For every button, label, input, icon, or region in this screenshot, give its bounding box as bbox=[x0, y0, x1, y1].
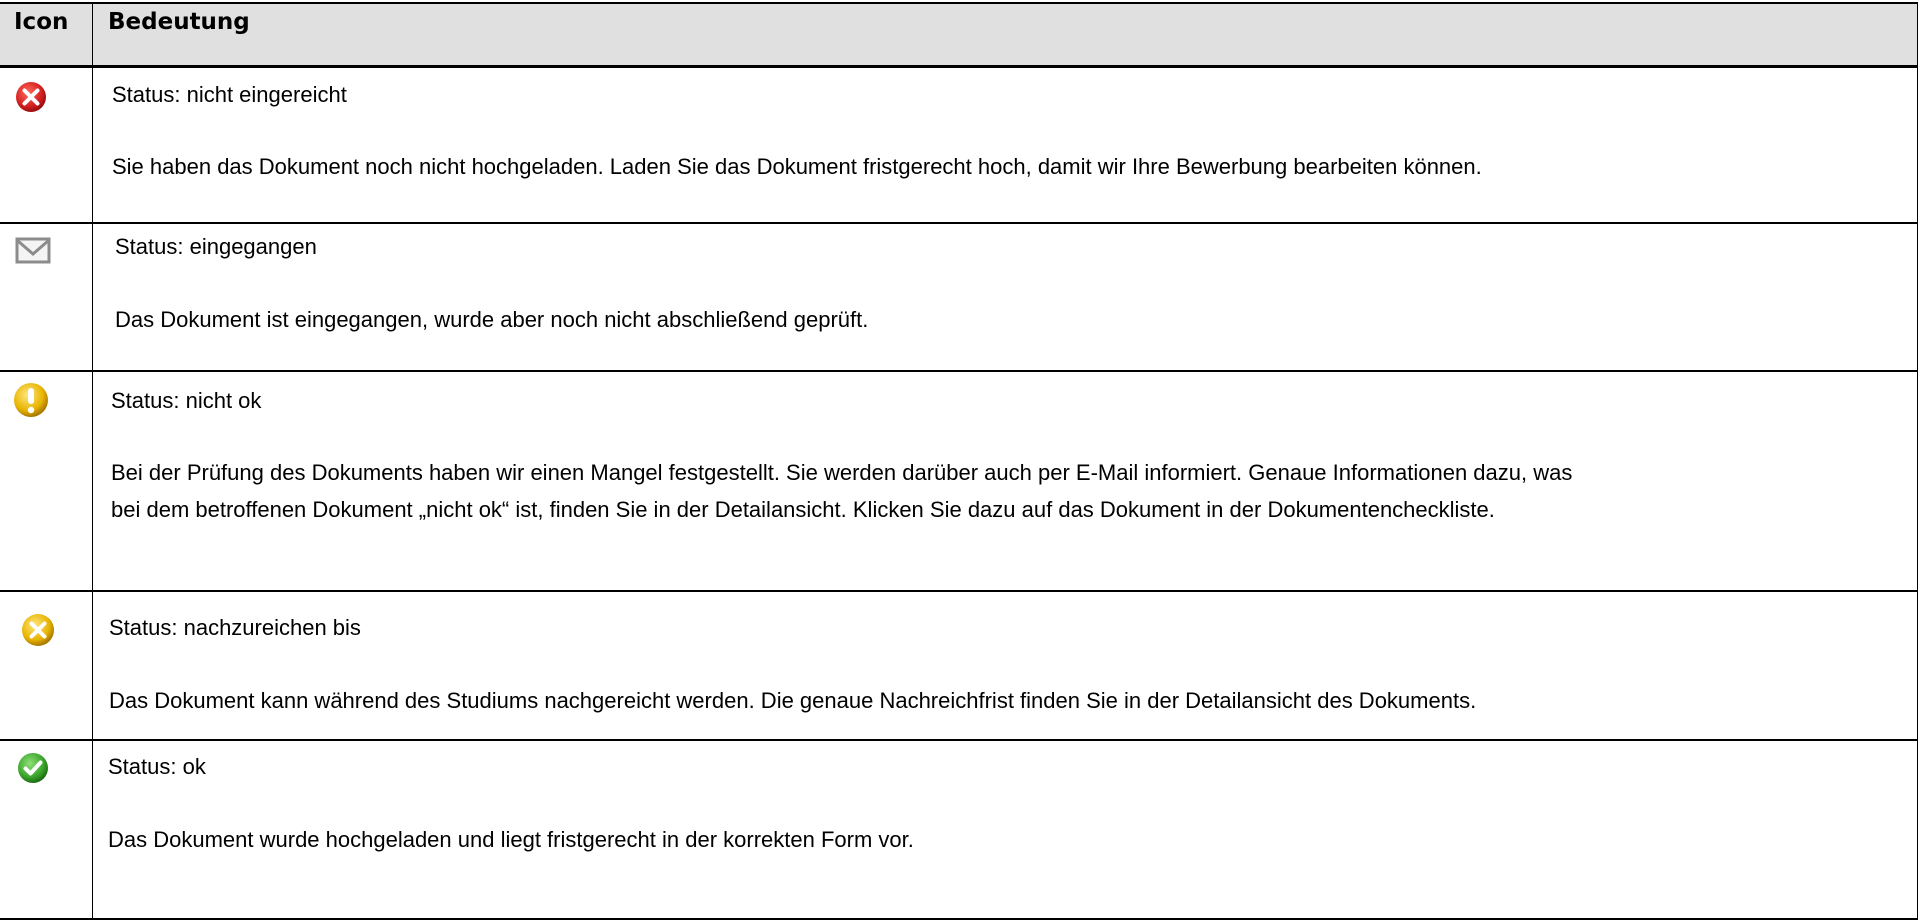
table-border-bottom bbox=[0, 918, 1918, 920]
row-divider bbox=[0, 590, 1918, 592]
header-meaning-column: Bedeutung bbox=[108, 9, 250, 35]
column-divider bbox=[92, 2, 93, 920]
status-nachzureichen-bis: Status: nachzureichen bis bbox=[109, 615, 361, 640]
status-nicht-ok: Status: nicht ok bbox=[111, 388, 262, 413]
row-divider bbox=[0, 222, 1918, 224]
red-x-icon bbox=[14, 80, 48, 114]
status-ok: Status: ok bbox=[108, 754, 206, 779]
header-divider bbox=[0, 65, 1918, 68]
description-text: Sie haben das Dokument noch nicht hochgeladen. Laden Sie das Dokument fristgerecht hoch, damit wir Ihre Bewerbung bearbeiten können. bbox=[112, 154, 1482, 179]
green-check-icon bbox=[16, 751, 50, 785]
envelope-icon bbox=[15, 236, 51, 266]
description-text: Das Dokument ist eingegangen, wurde aber noch nicht abschließend geprüft. bbox=[115, 307, 869, 332]
description-text: bei dem betroffenen Dokument „nicht ok“ ist, finden Sie in der Detailansicht. Klicken Sie dazu auf das Dokument in der Dokumentencheckliste. bbox=[111, 497, 1495, 522]
status-nicht-eingereicht: Status: nicht eingereicht bbox=[112, 82, 347, 107]
header-icon-column: Icon bbox=[14, 9, 69, 35]
description-text: Bei der Prüfung des Dokuments haben wir einen Mangel festgestellt. Sie werden darüber auch per E-Mail informiert. Genaue Informationen dazu, was bbox=[111, 460, 1573, 485]
description-text: Das Dokument kann während des Studiums nachgereicht werden. Die genaue Nachreichfrist finden Sie in der Detailansicht des Dokuments. bbox=[109, 688, 1477, 713]
warning-exclamation-icon bbox=[12, 381, 50, 419]
yellow-x-icon bbox=[20, 612, 56, 648]
table-border-right bbox=[1917, 2, 1918, 920]
status-legend-table bbox=[0, 1, 1918, 921]
description-text: Das Dokument wurde hochgeladen und liegt fristgerecht in der korrekten Form vor. bbox=[108, 827, 914, 852]
row-divider bbox=[0, 739, 1918, 741]
table-header bbox=[0, 4, 1917, 66]
row-divider bbox=[0, 370, 1918, 372]
table-border-top bbox=[0, 2, 1918, 4]
status-eingegangen: Status: eingegangen bbox=[115, 234, 317, 259]
